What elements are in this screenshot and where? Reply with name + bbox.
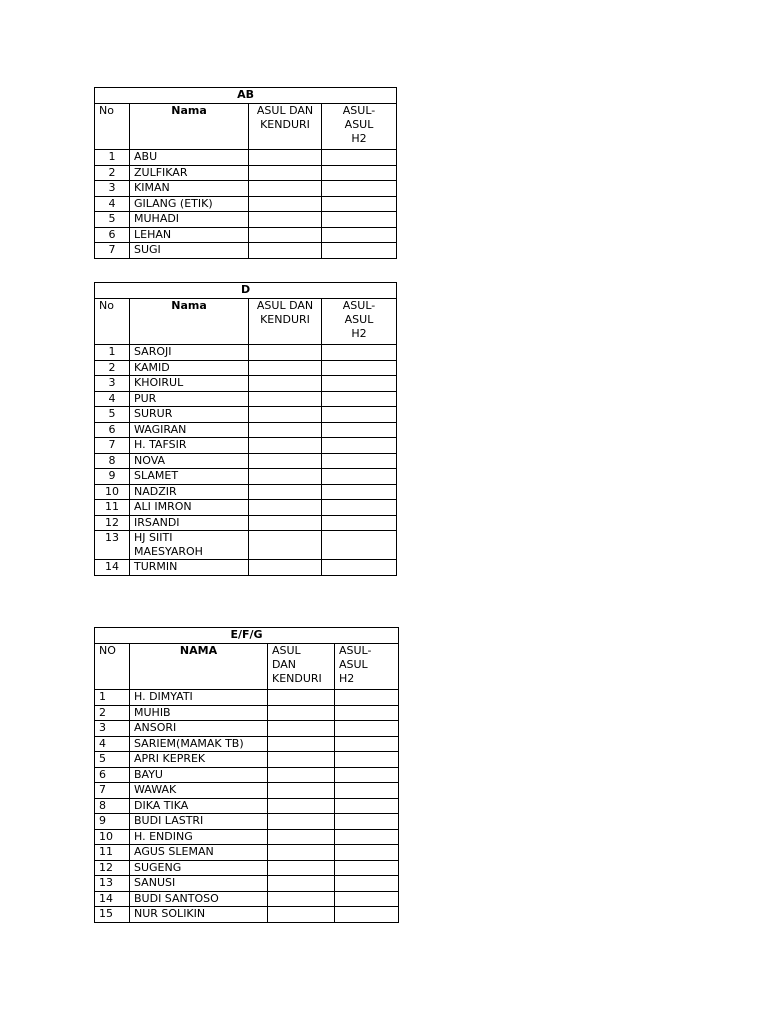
row-name: H. DIMYATI	[130, 690, 268, 706]
row-name: WAWAK	[130, 783, 268, 799]
table-row	[95, 360, 397, 376]
cell-asul-asul-h2	[335, 829, 399, 845]
table-row	[95, 469, 397, 485]
row-number: 4	[95, 736, 130, 752]
header-no: NO	[95, 644, 130, 690]
cell-asul-asul-h2	[335, 891, 399, 907]
cell-asul-asul-h2	[322, 453, 397, 469]
cell-asul-dan-kenduri	[268, 814, 335, 830]
cell-asul-dan-kenduri	[249, 165, 322, 181]
table-row	[95, 484, 397, 500]
row-name: SAROJI	[130, 345, 249, 361]
table-row	[95, 438, 397, 454]
row-number: 11	[95, 845, 130, 861]
header-nama: Nama	[130, 104, 249, 150]
header-asul-dan-kenduri: ASUL DAN KENDURI	[268, 644, 335, 690]
row-number: 12	[95, 515, 130, 531]
header-asul-asul-h2: ASUL- ASUL H2	[322, 104, 397, 150]
cell-asul-asul-h2	[322, 345, 397, 361]
row-name: BUDI SANTOSO	[130, 891, 268, 907]
cell-asul-dan-kenduri	[268, 891, 335, 907]
row-number: 1	[95, 150, 130, 166]
cell-asul-asul-h2	[335, 690, 399, 706]
table-title: E/F/G	[95, 628, 399, 644]
row-number: 8	[95, 798, 130, 814]
cell-asul-asul-h2	[322, 376, 397, 392]
row-name: ANSORI	[130, 721, 268, 737]
table-row	[95, 736, 399, 752]
table-row	[95, 453, 397, 469]
cell-asul-dan-kenduri	[268, 736, 335, 752]
row-name: KIMAN	[130, 181, 249, 197]
table-row	[95, 345, 397, 361]
row-name: ZULFIKAR	[130, 165, 249, 181]
table-row	[95, 391, 397, 407]
cell-asul-dan-kenduri	[268, 690, 335, 706]
cell-asul-dan-kenduri	[249, 453, 322, 469]
cell-asul-dan-kenduri	[268, 876, 335, 892]
row-number: 6	[95, 227, 130, 243]
table-row	[95, 212, 397, 228]
header-asul-asul-h2: ASUL- ASUL H2	[322, 299, 397, 345]
cell-asul-dan-kenduri	[268, 752, 335, 768]
table-row	[95, 814, 399, 830]
row-number: 3	[95, 181, 130, 197]
cell-asul-dan-kenduri	[249, 212, 322, 228]
cell-asul-asul-h2	[335, 814, 399, 830]
row-number: 7	[95, 783, 130, 799]
table-ab	[94, 87, 397, 259]
row-number: 1	[95, 345, 130, 361]
header-nama: NAMA	[130, 644, 268, 690]
cell-asul-asul-h2	[322, 407, 397, 423]
row-name: HJ SIITI MAESYAROH	[130, 531, 249, 560]
row-name: H. TAFSIR	[130, 438, 249, 454]
row-number: 6	[95, 767, 130, 783]
cell-asul-dan-kenduri	[249, 360, 322, 376]
row-name: NADZIR	[130, 484, 249, 500]
cell-asul-asul-h2	[322, 165, 397, 181]
row-name: ABU	[130, 150, 249, 166]
cell-asul-dan-kenduri	[249, 407, 322, 423]
table-row	[95, 891, 399, 907]
row-number: 13	[95, 876, 130, 892]
cell-asul-dan-kenduri	[268, 783, 335, 799]
row-name: SUGENG	[130, 860, 268, 876]
cell-asul-dan-kenduri	[268, 829, 335, 845]
table-d	[94, 282, 397, 576]
cell-asul-asul-h2	[322, 484, 397, 500]
cell-asul-asul-h2	[322, 500, 397, 516]
cell-asul-asul-h2	[335, 783, 399, 799]
table-row	[95, 422, 397, 438]
cell-asul-asul-h2	[322, 150, 397, 166]
cell-asul-asul-h2	[322, 360, 397, 376]
cell-asul-asul-h2	[322, 227, 397, 243]
row-number: 4	[95, 391, 130, 407]
row-name: SURUR	[130, 407, 249, 423]
row-name: KAMID	[130, 360, 249, 376]
row-name: DIKA TIKA	[130, 798, 268, 814]
row-name: NUR SOLIKIN	[130, 907, 268, 923]
row-number: 12	[95, 860, 130, 876]
row-number: 5	[95, 212, 130, 228]
cell-asul-dan-kenduri	[268, 767, 335, 783]
table-row	[95, 500, 397, 516]
cell-asul-asul-h2	[322, 422, 397, 438]
row-name: KHOIRUL	[130, 376, 249, 392]
table-row	[95, 907, 399, 923]
table-row	[95, 705, 399, 721]
row-name: H. ENDING	[130, 829, 268, 845]
cell-asul-dan-kenduri	[249, 531, 322, 560]
cell-asul-dan-kenduri	[268, 907, 335, 923]
cell-asul-dan-kenduri	[249, 227, 322, 243]
row-number: 2	[95, 705, 130, 721]
cell-asul-asul-h2	[322, 469, 397, 485]
header-asul-dan-kenduri: ASUL DAN KENDURI	[249, 104, 322, 150]
table-row	[95, 376, 397, 392]
cell-asul-asul-h2	[335, 860, 399, 876]
table-efg	[94, 627, 399, 923]
cell-asul-asul-h2	[335, 767, 399, 783]
cell-asul-asul-h2	[322, 212, 397, 228]
row-name: AGUS SLEMAN	[130, 845, 268, 861]
row-name: IRSANDI	[130, 515, 249, 531]
cell-asul-asul-h2	[335, 721, 399, 737]
row-number: 5	[95, 407, 130, 423]
cell-asul-asul-h2	[322, 243, 397, 259]
row-number: 13	[95, 531, 130, 560]
header-nama: Nama	[130, 299, 249, 345]
cell-asul-dan-kenduri	[249, 484, 322, 500]
table-row	[95, 407, 397, 423]
row-number: 6	[95, 422, 130, 438]
row-name: GILANG (ETIK)	[130, 196, 249, 212]
cell-asul-dan-kenduri	[249, 500, 322, 516]
table-title: D	[95, 283, 397, 299]
row-number: 5	[95, 752, 130, 768]
table-row	[95, 860, 399, 876]
cell-asul-dan-kenduri	[249, 376, 322, 392]
row-name: SARIEM(MAMAK TB)	[130, 736, 268, 752]
cell-asul-asul-h2	[335, 798, 399, 814]
row-name: SLAMET	[130, 469, 249, 485]
cell-asul-dan-kenduri	[268, 845, 335, 861]
row-number: 10	[95, 829, 130, 845]
row-name: WAGIRAN	[130, 422, 249, 438]
row-number: 7	[95, 243, 130, 259]
table-row	[95, 560, 397, 576]
cell-asul-asul-h2	[322, 438, 397, 454]
cell-asul-dan-kenduri	[268, 860, 335, 876]
row-name: MUHIB	[130, 705, 268, 721]
table-row	[95, 196, 397, 212]
cell-asul-asul-h2	[335, 907, 399, 923]
cell-asul-dan-kenduri	[249, 181, 322, 197]
row-number: 11	[95, 500, 130, 516]
row-name: MUHADI	[130, 212, 249, 228]
row-name: LEHAN	[130, 227, 249, 243]
row-number: 10	[95, 484, 130, 500]
row-name: SUGI	[130, 243, 249, 259]
header-no: No	[95, 104, 130, 150]
header-asul-asul-h2: ASUL- ASUL H2	[335, 644, 399, 690]
row-name: ALI IMRON	[130, 500, 249, 516]
row-number: 14	[95, 560, 130, 576]
table-row	[95, 515, 397, 531]
cell-asul-dan-kenduri	[249, 196, 322, 212]
row-number: 2	[95, 360, 130, 376]
row-name: NOVA	[130, 453, 249, 469]
row-number: 3	[95, 721, 130, 737]
table-row	[95, 150, 397, 166]
cell-asul-asul-h2	[335, 845, 399, 861]
row-name: BAYU	[130, 767, 268, 783]
cell-asul-dan-kenduri	[249, 438, 322, 454]
cell-asul-asul-h2	[322, 391, 397, 407]
row-name: TURMIN	[130, 560, 249, 576]
table-row	[95, 845, 399, 861]
cell-asul-dan-kenduri	[249, 469, 322, 485]
cell-asul-dan-kenduri	[268, 705, 335, 721]
row-number: 4	[95, 196, 130, 212]
table-row	[95, 829, 399, 845]
table-row	[95, 165, 397, 181]
table-row	[95, 783, 399, 799]
cell-asul-asul-h2	[322, 531, 397, 560]
cell-asul-asul-h2	[335, 736, 399, 752]
table-title: AB	[95, 88, 397, 104]
row-number: 3	[95, 376, 130, 392]
row-number: 15	[95, 907, 130, 923]
row-number: 7	[95, 438, 130, 454]
cell-asul-dan-kenduri	[249, 560, 322, 576]
table-row	[95, 721, 399, 737]
table-row	[95, 798, 399, 814]
cell-asul-dan-kenduri	[249, 422, 322, 438]
row-number: 9	[95, 814, 130, 830]
cell-asul-asul-h2	[335, 876, 399, 892]
row-name: PUR	[130, 391, 249, 407]
cell-asul-asul-h2	[322, 196, 397, 212]
cell-asul-dan-kenduri	[249, 391, 322, 407]
table-row	[95, 752, 399, 768]
cell-asul-dan-kenduri	[249, 150, 322, 166]
table-row	[95, 767, 399, 783]
cell-asul-asul-h2	[322, 560, 397, 576]
table-row	[95, 531, 397, 560]
row-number: 8	[95, 453, 130, 469]
cell-asul-dan-kenduri	[249, 345, 322, 361]
row-name: APRI KEPREK	[130, 752, 268, 768]
table-row	[95, 181, 397, 197]
table-row	[95, 876, 399, 892]
table-row	[95, 243, 397, 259]
table-row	[95, 690, 399, 706]
header-no: No	[95, 299, 130, 345]
header-asul-dan-kenduri: ASUL DAN KENDURI	[249, 299, 322, 345]
cell-asul-dan-kenduri	[249, 243, 322, 259]
cell-asul-dan-kenduri	[249, 515, 322, 531]
cell-asul-dan-kenduri	[268, 721, 335, 737]
table-row	[95, 227, 397, 243]
row-name: SANUSI	[130, 876, 268, 892]
row-number: 9	[95, 469, 130, 485]
cell-asul-dan-kenduri	[268, 798, 335, 814]
cell-asul-asul-h2	[335, 705, 399, 721]
cell-asul-asul-h2	[322, 181, 397, 197]
row-number: 1	[95, 690, 130, 706]
row-number: 14	[95, 891, 130, 907]
cell-asul-asul-h2	[322, 515, 397, 531]
cell-asul-asul-h2	[335, 752, 399, 768]
row-number: 2	[95, 165, 130, 181]
row-name: BUDI LASTRI	[130, 814, 268, 830]
